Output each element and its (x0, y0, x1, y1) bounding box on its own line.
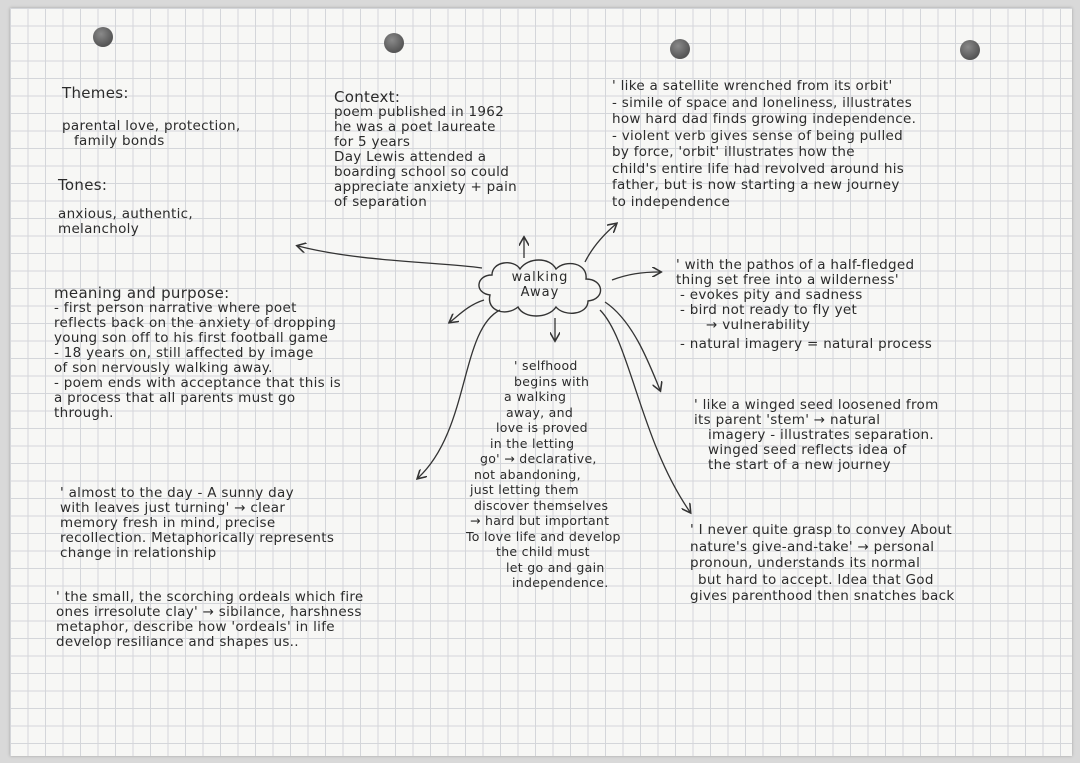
context-line: boarding school so could (334, 164, 510, 180)
ordeals-line: develop resiliance and shapes us.. (56, 634, 299, 650)
ordeals-line: ' the small, the scorching ordeals which fire (56, 589, 364, 605)
tones-block (58, 178, 193, 237)
themes-block (62, 86, 241, 149)
tones-line: melancholy (58, 221, 140, 237)
selfhood-line: the child must (496, 544, 590, 559)
context-line: of separation (334, 194, 428, 210)
context-line: poem published in 1962 (334, 104, 505, 120)
satellite-line: - simile of space and loneliness, illustrates (612, 94, 913, 111)
sunny-day-line: ' almost to the day - A sunny day (60, 485, 294, 501)
pathos-line: - natural imagery = natural process (680, 336, 933, 352)
satellite-line: ' like a satellite wrenched from its orbit' (612, 78, 893, 94)
selfhood-line: → hard but important (470, 513, 610, 528)
grasp-line: pronoun, understands its normal (690, 555, 921, 571)
ordeals-line: ones irresolute clay' → sibilance, harshness (56, 604, 362, 620)
meaning-line: meaning and purpose: (54, 284, 230, 302)
context-line: appreciate anxiety + pain (334, 179, 518, 195)
winged-seed-block (694, 398, 939, 473)
grasp-line: but hard to accept. Idea that God (698, 571, 934, 588)
selfhood-line: begins with (514, 373, 590, 389)
sunny-day-block (60, 486, 334, 561)
meaning-line: - 18 years on, still affected by image (54, 345, 314, 361)
themes-line: family bonds (74, 133, 165, 149)
selfhood-line: just letting them (470, 482, 579, 497)
center-topic (494, 270, 586, 300)
context-line: Day Lewis attended a (334, 149, 487, 165)
winged-seed-line: imagery - illustrates separation. (708, 427, 934, 443)
satellite-line: how hard dad finds growing independence. (612, 111, 917, 127)
context-block (334, 90, 517, 210)
selfhood-line: away, and (506, 404, 574, 420)
meaning-line: - poem ends with acceptance that this is (54, 375, 341, 391)
winged-seed-line: its parent 'stem' → natural (694, 412, 881, 428)
selfhood-line: a walking (504, 389, 567, 404)
pathos-line: - bird not ready to fly yet (680, 302, 858, 318)
pathos-block (676, 258, 932, 352)
selfhood-line: independence. (512, 575, 609, 590)
meaning-block (54, 286, 341, 421)
ordeals-block (56, 590, 364, 650)
satellite-line: - violent verb gives sense of being pulled (612, 127, 903, 144)
ordeals-line: metaphor, describe how 'ordeals' in life (56, 619, 335, 635)
selfhood-line: go' → declarative, (480, 451, 597, 466)
context-heading: Context: (334, 88, 401, 106)
selfhood-line: let go and gain (506, 559, 605, 575)
center-topic-line1: walking (511, 270, 569, 285)
sunny-day-line: memory fresh in mind, precise (60, 515, 276, 531)
pathos-line: ' with the pathos of a half-fledged (676, 257, 915, 273)
meaning-line: young son off to his first football game (54, 330, 329, 346)
tones-line: anxious, authentic, (58, 206, 193, 222)
arrow-to-pathos (612, 272, 660, 280)
context-line: for 5 years (334, 134, 411, 150)
pathos-line: thing set free into a wilderness' (676, 272, 899, 288)
grasp-line: gives parenthood then snatches back (690, 588, 955, 604)
winged-seed-line: winged seed reflects idea of (708, 442, 907, 458)
winged-seed-line: the start of a new journey (708, 457, 891, 473)
selfhood-line: not abandoning, (474, 466, 581, 482)
winged-seed-line: ' like a winged seed loosened from (694, 397, 939, 413)
grasp-line: ' I never quite grasp to convey About (690, 522, 952, 538)
pathos-line: - evokes pity and sadness (680, 287, 863, 303)
satellite-line: child's entire life had revolved around his (612, 160, 905, 177)
selfhood-line: ' selfhood (514, 358, 578, 373)
satellite-block (612, 78, 916, 210)
meaning-line: reflects back on the anxiety of dropping (54, 315, 337, 331)
sunny-day-line: with leaves just turning' → clear (60, 500, 286, 516)
meaning-line: of son nervously walking away. (54, 360, 273, 376)
meaning-line: through. (54, 405, 114, 421)
themes-line: parental love, protection, (62, 118, 241, 134)
sunny-day-line: change in relationship (60, 545, 217, 561)
satellite-line: to independence (612, 193, 731, 210)
meaning-line: a process that all parents must go (54, 390, 296, 406)
satellite-line: by force, 'orbit' illustrates how the (612, 144, 855, 160)
grasp-block (690, 522, 954, 605)
tones-heading: Tones: (58, 176, 108, 194)
selfhood-line: discover themselves (474, 497, 609, 513)
selfhood-line: love is proved (496, 420, 588, 435)
selfhood-line: To love life and develop (466, 528, 621, 544)
meaning-line: - first person narrative where poet (54, 300, 297, 316)
center-topic-line2: Away (520, 285, 560, 300)
themes-heading: Themes: (62, 84, 129, 102)
sunny-day-line: recollection. Metaphorically represents (60, 530, 335, 546)
grasp-line: nature's give-and-take' → personal (690, 538, 935, 555)
context-line: he was a poet laureate (334, 119, 496, 135)
satellite-line: father, but is now starting a new journey (612, 177, 900, 193)
pathos-line: → vulnerability (706, 317, 811, 333)
arrow-to-themes (298, 246, 482, 268)
selfhood-line: in the letting (490, 435, 575, 451)
selfhood-block (466, 358, 621, 591)
